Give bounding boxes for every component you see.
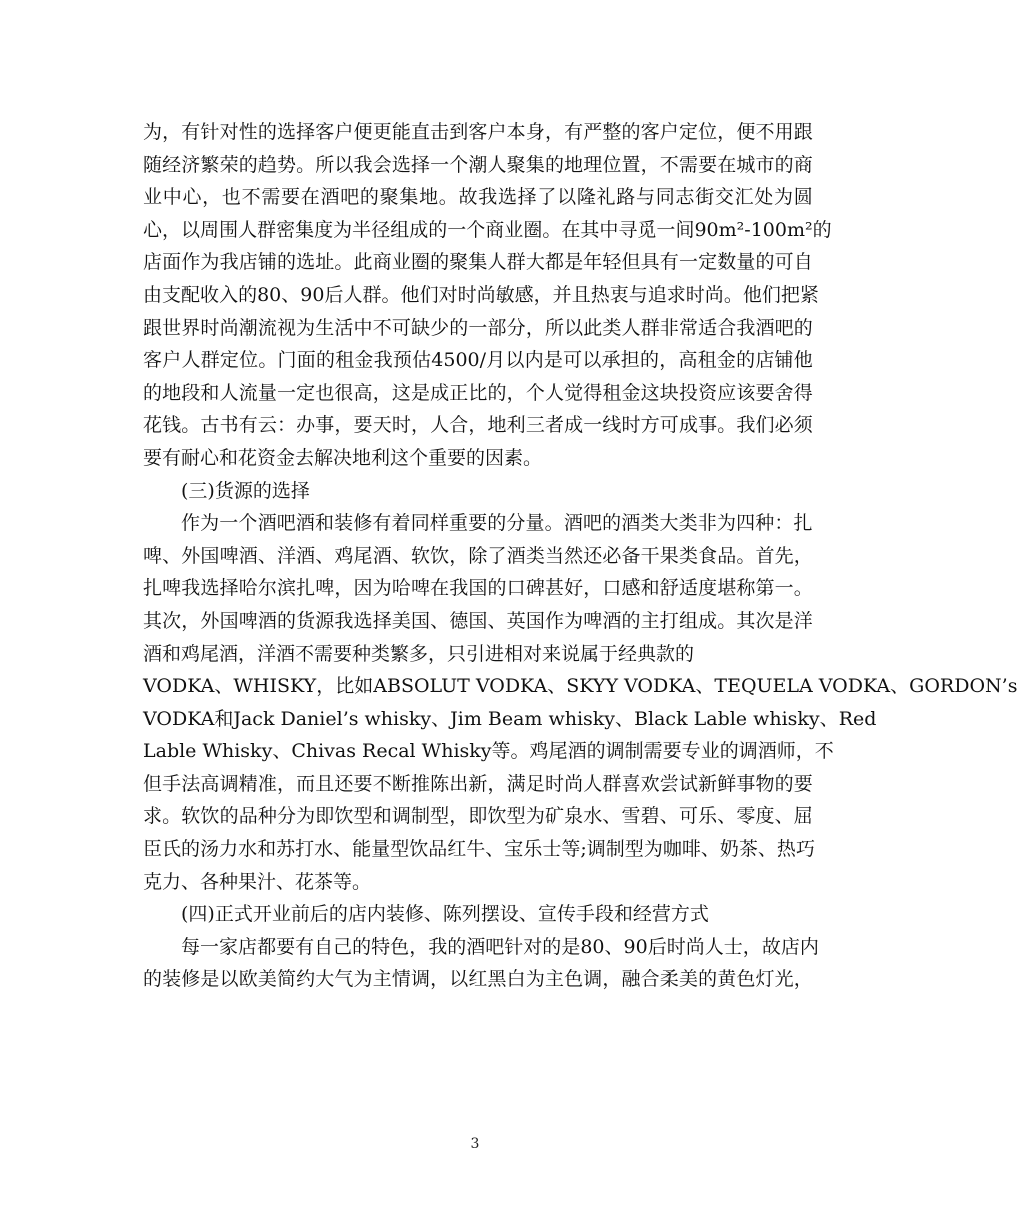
body-text	[143, 116, 1017, 996]
text-line: 花 钱 。 古 书 有 云 ： 办 事 ， 要 天 时 ， 人 合 ， 地 利 三 者 成 一 线 时 方 可 成 事 。 我 们 必 须	[143, 414, 813, 437]
section-heading: (三)货源的选择	[181, 479, 310, 502]
text-line: 为 ， 有 针 对 性 的 选 择 客 户 便 更 能 直 击 到 客 户 本 身 ， 有 严 整 的 客 户 定 位 ， 便 不 用 跟	[143, 121, 813, 143]
text-line: 由 支 配 收 入 的 80 、 90 后 人 群 。 他 们 对 时 尚 敏 感 ， 并 且 热 衷 与 追 求 时 尚 。 他 们 把 紧	[143, 283, 819, 306]
text-line: 臣 氏 的 汤 力 水 和 苏 打 水 、 能 量 型 饮 品 红 牛 、 宝 乐 士 等 ; 调 制 型 为 咖 啡 、 奶 茶 、 热 巧	[143, 838, 815, 861]
text-line: 但 手 法 高 调 精 准 ， 而 且 还 要 不 断 推 陈 出 新 ， 满 足 时 尚 人 群 喜 欢 尝 试 新 鲜 事 物 的 要	[143, 772, 813, 795]
text-line: 每 一 家 店 都 要 有 自 己 的 特 色 ， 我 的 酒 吧 针 对 的 是 80 、 90 后 时 尚 人 士 ， 故 店 内	[181, 935, 819, 958]
text-line: 随 经 济 繁 荣 的 趋 势 。 所 以 我 会 选 择 一 个 潮 人 聚 集 的 地 理 位 置 ， 不 需 要 在 城 市 的 商	[143, 153, 813, 176]
text-line: VODKA 、 WHISKY ， 比 如 ABSOLUT VODKA 、 SKYY VODKA 、 TEQUELA VODKA 、 GORDON’s	[143, 675, 1017, 698]
text-line: 心 ， 以 周 围 人 群 密 集 度 为 半 径 组 成 的 一 个 商 业 圈 。 在 其 中 寻 觅 一 间 90m ² -100m ² 的	[143, 218, 832, 241]
text-line: Lable Whisky 、 Chivas Recal Whisky 等 。 鸡 尾 酒 的 调 制 需 要 专 业 的 调 酒 师 ， 不	[143, 740, 834, 763]
text-line: 酒和鸡尾酒，洋酒不需要种类繁多，只引进相对来说属于经典款的	[143, 642, 695, 665]
text-line: 跟 世 界 时 尚 潮 流 视 为 生 活 中 不 可 缺 少 的 一 部 分 ， 所 以 此 类 人 群 非 常 适 合 我 酒 吧 的	[143, 316, 813, 339]
page-number: 3	[470, 1136, 480, 1152]
text-line: 客 户 人 群 定 位 。 门 面 的 租 金 我 预 估 4500/ 月 以 内 是 可 以 承 担 的 ， 高 租 金 的 店 铺 他	[143, 349, 813, 372]
text-line: 啤 、 外 国 啤 酒 、 洋 酒 、 鸡 尾 酒 、 软 饮 ， 除 了 酒 类 当 然 还 必 备 干 果 类 食 品 。 首 先 ，	[143, 544, 813, 567]
text-line: VODKA 和 Jack Daniel’s whisky 、 Jim Beam whisky 、 Black Lable whisky 、 Red	[143, 707, 877, 730]
text-line: 其 次 ， 外 国 啤 酒 的 货 源 我 选 择 美 国 、 德 国 、 英 国 作 为 啤 酒 的 主 打 组 成 。 其 次 是 洋	[143, 609, 813, 632]
text-line: 的 地 段 和 人 流 量 一 定 也 很 高 ， 这 是 成 正 比 的 ， 个 人 觉 得 租 金 这 块 投 资 应 该 要 舍 得	[143, 381, 813, 404]
section-heading: (四)正式开业前后的店内装修、陈列摆设、宣传手段和经营方式	[181, 903, 709, 926]
text-line: 作 为 一 个 酒 吧 酒 和 装 修 有 着 同 样 重 要 的 分 量 。 酒 吧 的 酒 类 大 类 非 为 四 种 ： 扎	[181, 512, 813, 535]
text-line: 扎 啤 我 选 择 哈 尔 滨 扎 啤 ， 因 为 哈 啤 在 我 国 的 口 碑 甚 好 ， 口 感 和 舒 适 度 堪 称 第 一 。	[143, 577, 813, 600]
text-line: 业 中 心 ， 也 不 需 要 在 酒 吧 的 聚 集 地 。 故 我 选 择 了 以 隆 礼 路 与 同 志 街 交 汇 处 为 圆	[143, 186, 813, 209]
text-line: 求 。 软 饮 的 品 种 分 为 即 饮 型 和 调 制 型 ， 即 饮 型 为 矿 泉 水 、 雪 碧 、 可 乐 、 零 度 、 屈	[143, 805, 813, 828]
text-line: 克力、各种果汁、花茶等。	[143, 870, 372, 893]
text-line: 店 面 作 为 我 店 铺 的 选 址 。 此 商 业 圈 的 聚 集 人 群 大 都 是 年 轻 但 具 有 一 定 数 量 的 可 自	[143, 251, 813, 274]
text-line: 的 装 修 是 以 欧 美 简 约 大 气 为 主 情 调 ， 以 红 黑 白 为 主 色 调 ， 融 合 柔 美 的 黄 色 灯 光 ，	[143, 968, 813, 991]
text-line: 要有耐心和花资金去解决地利这个重要的因素。	[143, 446, 543, 469]
